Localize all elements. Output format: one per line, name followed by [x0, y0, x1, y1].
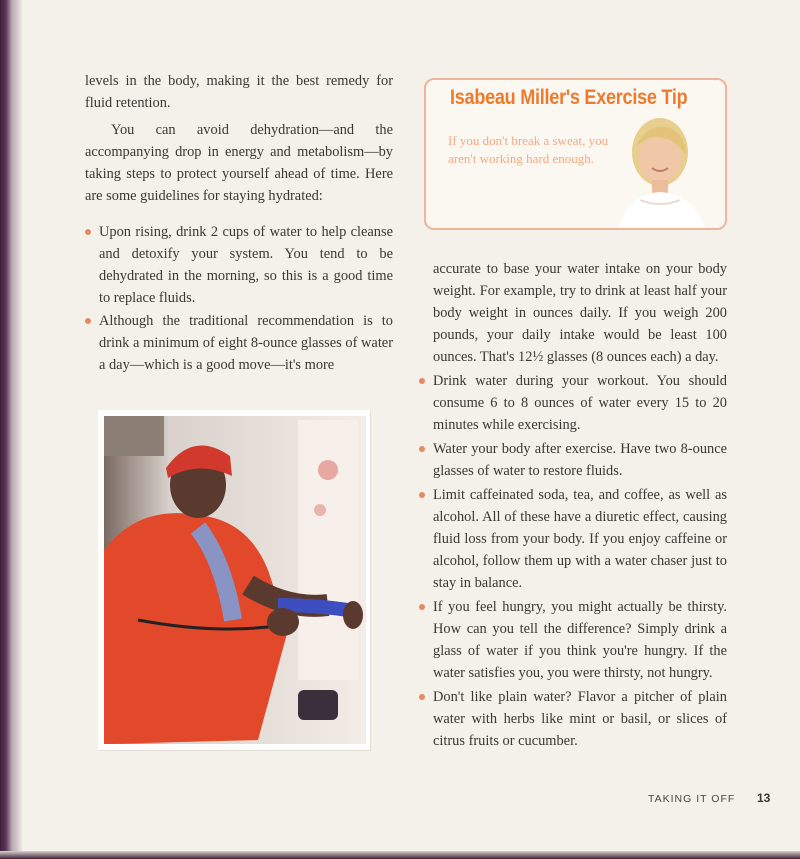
bullet-icon: [85, 318, 91, 324]
man-exercising-image: [98, 410, 370, 750]
workout-photo: [98, 410, 370, 750]
tip-text: If you don't break a sweat, you aren't working hard enough.: [448, 133, 609, 166]
list-item: Upon rising, drink 2 cups of water to help cleanse and detoxify your system. You tend to be dehydrated in the morning, so this is a good time to replace fluids.: [85, 221, 393, 309]
paragraph-intro: You can avoid dehydration—and the accompanying drop in energy and metabolism—by taking steps to protect yourself ahead of time. Here are some guidelines for staying hydrated:: [85, 122, 393, 204]
bullet-icon: [419, 604, 425, 610]
bullet-icon: [419, 446, 425, 452]
right-text-column: [415, 258, 727, 754]
list-item: Although the traditional recommendation is to drink a minimum of eight 8-ounce glasses of water a day—which is a good move—it's more: [85, 310, 393, 376]
tip-title: Isabeau Miller's Exercise Tip: [450, 86, 688, 109]
paragraph-continuation: levels in the body, making it the best remedy for fluid retention.: [85, 73, 393, 111]
bullet-icon: [419, 694, 425, 700]
list-item: Water your body after exercise. Have two 8-ounce glasses of water to restore fluids.: [415, 438, 727, 482]
list-item: Don't like plain water? Flavor a pitcher of plain water with herbs like mint or basil, or slices of citrus fruits or cucumber.: [415, 686, 727, 752]
left-text-column: [85, 70, 393, 377]
bullet-icon: [419, 378, 425, 384]
paragraph-continuation-right: accurate to base your water intake on your body weight. For example, try to drink at least half your body weight in ounces daily. If you weigh 200 pounds, your daily intake would be least 100 ounces. That's 12½ glasses (8 ounces each) a day.: [433, 261, 727, 365]
hydration-guidelines-list: [85, 221, 393, 376]
bullet-icon: [419, 492, 425, 498]
hydration-guidelines-list-continued: [415, 370, 727, 752]
book-spine-shadow: [0, 0, 22, 859]
list-item: Limit caffeinated soda, tea, and coffee, as well as alcohol. All of these have a diuretic effect, causing fluid loss from your body. If you enjoy caffeine or alcohol, follow them up with a water chaser just to stay in balance.: [415, 484, 727, 594]
list-item: Drink water during your workout. You should consume 6 to 8 ounces of water every 15 to 20 minutes while exercising.: [415, 370, 727, 436]
page-bottom-edge: [0, 851, 800, 859]
exercise-tip-box: [424, 78, 727, 230]
page-number: 13: [757, 791, 771, 805]
bullet-icon: [85, 229, 91, 235]
list-item: If you feel hungry, you might actually be thirsty. How can you tell the difference? Simply drink a glass of water if you think you're hungry. If the water satisfies you, you were thirsty, not hungry.: [415, 596, 727, 684]
section-label: TAKING IT OFF: [648, 793, 736, 805]
trainer-portrait: [588, 108, 727, 230]
